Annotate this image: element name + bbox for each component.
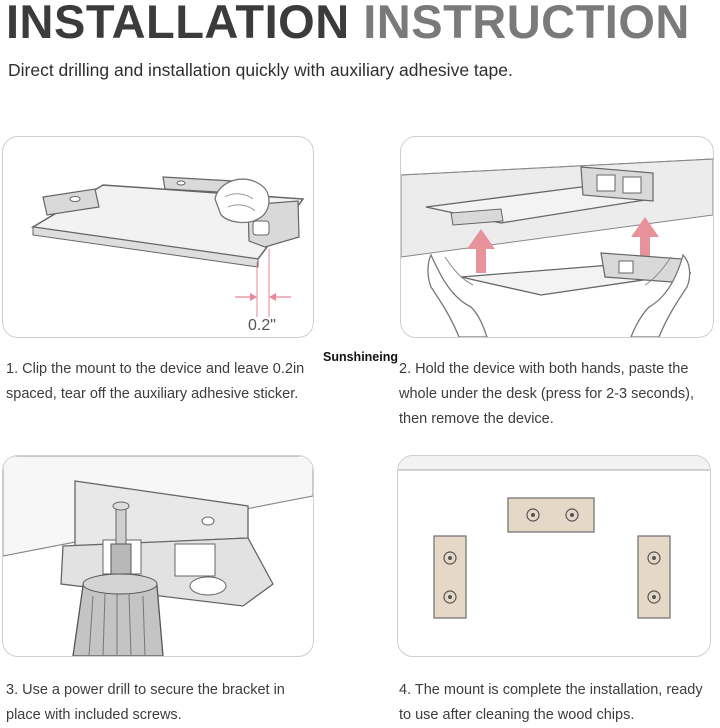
step-4-line-1: 4. The mount is complete the installation, ready [399, 682, 703, 698]
step-2-text [399, 357, 717, 432]
step-2-line-1: 2. Hold the device with both hands, paste the [399, 361, 689, 377]
step-2-line-3: then remove the device. [399, 411, 554, 427]
step-3-line-2: place with included screws. [6, 707, 182, 723]
title-part-installation: INSTALLATION [6, 0, 350, 48]
step-4-line-2: to use after cleaning the wood chips. [399, 707, 635, 723]
step-3-line-1: 3. Use a power drill to secure the bracket in [6, 682, 285, 698]
step-3-text [6, 678, 336, 728]
step-2-illustration [400, 136, 714, 338]
step-1-line-1: 1. Clip the mount to the device and leave 0.2in [6, 361, 305, 377]
step-3-illustration [2, 455, 314, 657]
gap-label: 0.2" [248, 317, 276, 334]
step-1-line-2: spaced, tear off the auxiliary adhesive sticker. [6, 386, 299, 402]
page-subtitle: Direct drilling and installation quickly with auxiliary adhesive tape. [8, 60, 513, 80]
step-4-text [399, 678, 720, 728]
page-title [6, 0, 690, 48]
title-part-instruction: INSTRUCTION [363, 0, 690, 48]
step-4-illustration [397, 455, 711, 657]
step-2-line-2: whole under the desk (press for 2-3 seconds), [399, 386, 694, 402]
brand-watermark: Sunshineing [323, 350, 398, 364]
step-1-text [6, 357, 326, 407]
step-1-illustration [2, 136, 314, 338]
